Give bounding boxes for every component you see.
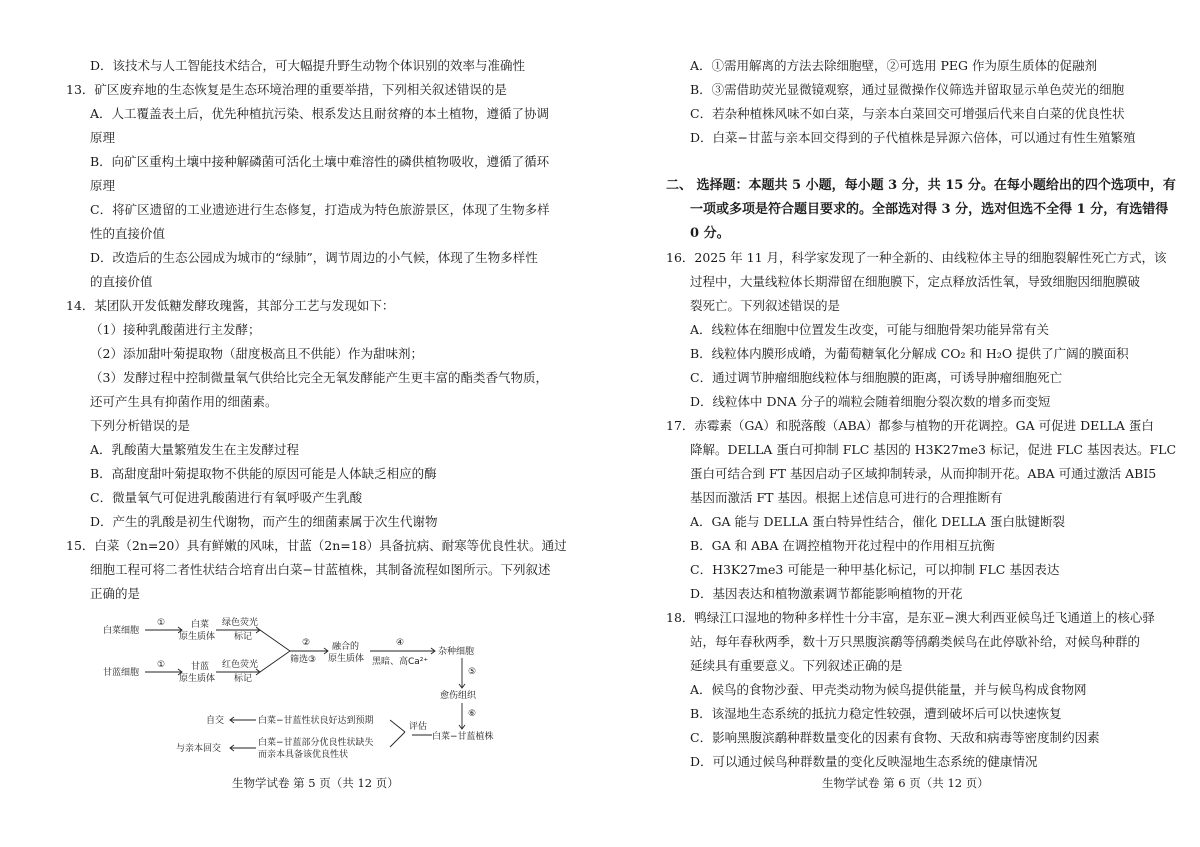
right-text-line: 17．赤霉素（GA）和脱落酸（ABA）都参与植物的开花调控。GA 可促进 DELLA 蛋白 [666,418,1154,433]
fused-protoplast-label: 融合的 [332,642,360,652]
left-text-line: D．该技术与人工智能技术结合，可大幅提升野生动物个体识别的效率与准确性 [90,58,526,73]
left-text-line: 原理 [90,178,116,193]
left-text-line: B．向矿区重构土壤中接种解磷菌可活化土壤中难溶性的磷供植物吸收，遵循了循环 [90,154,550,169]
right-text-line: 裂死亡。下列叙述错误的是 [690,298,841,313]
right-text-line: 一项或多项是符合题目要求的。全部选对得 3 分，选对但选不全得 1 分，有选错得 [690,202,1169,217]
right-text-line: 过程中，大量线粒体长期滞留在细胞膜下，定点释放活性氧，导致细胞因细胞膜破 [690,274,1141,289]
right-text-line: 16．2025 年 11 月，科学家发现了一种全新的、由线粒体主导的细胞裂解性死亡方式，该 [666,250,1167,265]
step4-label: ④ [396,638,405,648]
left-page-footer: 生物学试卷 第 5 页（共 12 页） [232,776,399,790]
green-fluorescence-label: 绿色荧光 [222,618,259,628]
right-text-line: C．H3K27me3 可能是一种甲基化标记，可以抑制 FLC 基因表达 [690,562,1060,577]
cabbage-protoplast-label: 白菜 [191,620,210,630]
right-text-line: D．白菜−甘蓝与亲本回交得到的子代植株是异源六倍体，可以通过有性生殖繁殖 [690,130,1136,145]
right-text-line: A．GA 能与 DELLA 蛋白特异性结合，催化 DELLA 蛋白肽键断裂 [690,514,1065,529]
left-text-line: 13．矿区废弃地的生态恢复是生态环境治理的重要举措，下列相关叙述错误的是 [66,82,507,97]
left-text-line: C．微量氧气可促进乳酸菌进行有氧呼吸产生乳酸 [90,490,363,505]
right-text-line: B．③需借助荧光显微镜观察，通过显微操作仪筛选并留取显示单色荧光的细胞 [690,82,1125,97]
left-text-line: A．乳酸菌大量繁殖发生在主发酵过程 [90,442,300,457]
left-text-line: 原理 [90,130,116,145]
left-text-line: （3）发酵过程中控制微量氧气供给比完全无氧发酵能产生更丰富的酯类香气物质， [90,370,548,385]
kale-protoplast-label: 甘蓝 [191,662,210,672]
left-text-line: 15．白菜（2n=20）具有鲜嫩的风味，甘蓝（2n=18）具备抗病、耐寒等优良性状。通过 [66,538,567,553]
step2-label: ② [302,638,311,648]
kale-cell-label: 甘蓝细胞 [103,668,140,678]
callus-label: 愈伤组织 [440,691,477,701]
evaluate-label: 评估 [409,722,428,732]
right-text-line: A．线粒体在细胞中位置发生改变，可能与细胞骨架功能异常有关 [690,322,1050,337]
cabbage-cell-label: 白菜细胞 [103,626,140,636]
right-page-footer: 生物学试卷 第 6 页（共 12 页） [822,776,989,790]
left-text-line: 14．某团队开发低糖发酵玫瑰酱，其部分工艺与发现如下： [66,298,395,313]
left-text-line: 的直接价值 [90,274,153,289]
right-text-line: A．候鸟的食物沙蚕、甲壳类动物为候鸟提供能量，并与候鸟构成食物网 [690,682,1087,697]
left-text-line: 下列分析错误的是 [90,418,191,433]
green-fluorescence-label-2: 标记 [234,632,253,642]
right-text-line: B．线粒体内膜形成嵴，为葡萄糖氧化分解成 CO₂ 和 H₂O 提供了广阔的膜面积 [690,346,1129,361]
left-text-line: （1）接种乳酸菌进行主发酵； [90,322,261,337]
right-text-line: C．通过调节肿瘤细胞线粒体与细胞膜的距离，可诱导肿瘤细胞死亡 [690,370,1063,385]
step6-label: ⑥ [468,709,477,719]
left-text-line: B．高甜度甜叶菊提取物不供能的原因可能是人体缺乏相应的酶 [90,466,437,481]
right-text-line: 0 分。 [690,226,730,241]
left-text-line: 正确的是 [90,586,141,601]
right-text-line: C．影响黑腹滨鹬种群数量变化的因素有食物、天敌和病毒等密度制约因素 [690,730,1100,745]
right-text-line: B．该湿地生态系统的抵抗力稳定性较强，遭到破坏后可以快速恢复 [690,706,1062,721]
cell-engineering-flowchart [100,612,520,762]
right-text-line: C．若杂种植株风味不如白菜，与亲本白菜回交可增强后代来自白菜的优良性状 [690,106,1125,121]
right-text-line: 基因而激活 FT 基因。根据上述信息可进行的合理推断有 [690,490,1003,505]
right-text-line: A．①需用解离的方法去除细胞壁，②可选用 PEG 作为原生质体的促融剂 [690,58,1097,73]
right-text-line: D．线粒体中 DNA 分子的端粒会随着细胞分裂次数的增多而变短 [690,394,1051,409]
step1-label: ① [157,618,166,628]
right-text-line: 18．鸭绿江口湿地的物种多样性十分丰富，是东亚−澳大利西亚候鸟迁飞通道上的核心驿 [666,610,1155,625]
step1b-label: ① [157,660,166,670]
right-text-line: B．GA 和 ABA 在调控植物开花过程中的作用相互抗衡 [690,538,995,553]
right-text-line: 蛋白可结合到 FT 基因启动子区域抑制转录，从而抑制开花。ABA 可通过激活 ABI5 [690,466,1157,481]
right-text-line: 降解。DELLA 蛋白可抑制 FLC 基因的 H3K27me3 标记，促进 FLC 基因表达。FLC [690,442,1177,457]
left-text-line: 性的直接价值 [90,226,166,241]
backcross-label: 与亲本回交 [176,744,222,754]
right-text-line: 二、 选择题：本题共 5 小题，每小题 3 分，共 15 分。在每小题给出的四个选项中，有 [666,178,1176,193]
left-text-line: D．产生的乳酸是初生代谢物，而产生的细菌素属于次生代谢物 [90,514,438,529]
left-text-line: 还可产生具有抑菌作用的细菌素。 [90,394,278,409]
right-text-line: D．可以通过候鸟种群数量的变化反映湿地生态系统的健康情况 [690,754,1038,769]
left-text-line: （2）添加甜叶菊提取物（甜度极高且不供能）作为甜味剂； [90,346,423,361]
screen-step3-label: 筛选③ [290,655,317,665]
left-text-line: A．人工覆盖表土后，优先种植抗污染、根系发达且耐贫瘠的本土植物，遵循了协调 [90,106,550,121]
cabbage-protoplast-label-2: 原生质体 [179,632,216,642]
left-text-line: C．将矿区遗留的工业遗迹进行生态修复，打造成为特色旅游景区，体现了生物多样 [90,202,550,217]
step5-label: ⑤ [468,667,477,677]
kale-protoplast-label-2: 原生质体 [179,674,216,684]
right-text-line: 站，每年春秋两季，数十万只黑腹滨鹬等鸻鹬类候鸟在此停歇补给，对候鸟种群的 [690,634,1141,649]
red-fluorescence-label: 红色荧光 [222,660,259,670]
right-text-line: D．基因表达和植物激素调节都能影响植物的开花 [690,586,963,601]
result-missing-label-2: 而亲本具备该优良性状 [258,750,349,760]
red-fluorescence-label-2: 标记 [234,674,253,684]
hybrid-plant-label: 白菜−甘蓝植株 [432,732,494,742]
hybrid-cell-label: 杂种细胞 [438,647,475,657]
result-good-label: 白菜−甘蓝性状良好达到预期 [258,716,374,726]
left-text-line: 细胞工程可将二者性状结合培育出白菜−甘蓝植株，其制备流程如图所示。下列叙述 [90,562,551,577]
left-text-line: D．改造后的生态公园成为城市的“绿肺”，调节周边的小气候，体现了生物多样性 [90,250,538,265]
dark-high-ca-label: 黑暗、高Ca²⁺ [372,657,429,667]
right-text-line: 延续具有重要意义。下列叙述正确的是 [690,658,903,673]
selfing-label: 自交 [206,716,225,726]
fused-protoplast-label-2: 原生质体 [328,654,365,664]
result-missing-label: 白菜−甘蓝部分优良性状缺失 [258,738,374,748]
